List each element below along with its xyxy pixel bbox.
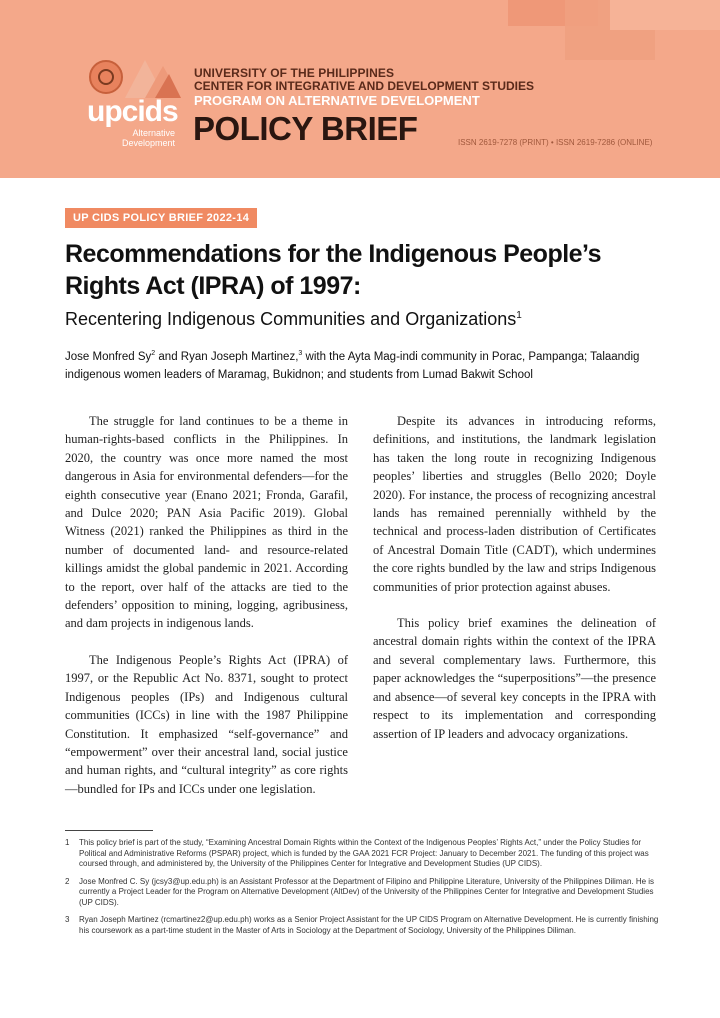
triangle-pattern-icon: [125, 60, 181, 98]
program-name: PROGRAM ON ALTERNATIVE DEVELOPMENT: [194, 93, 480, 108]
logo-subtitle: Alternative Development: [121, 128, 175, 148]
paragraph: This policy brief examines the delineation of ancestral domain rights within the context of the IPRA and several complementary laws. Furthermore, this paper acknowledges the “superpositions”—the presence and absence—of several key concepts in the IPRA with respect to its implementation and corresponding assertion of IP leaders and advocacy organizations.: [373, 616, 656, 741]
doc-type: POLICY BRIEF: [193, 110, 418, 147]
decor-square: [610, 0, 720, 30]
body-column-right: [373, 412, 656, 761]
issn: ISSN 2619-7278 (PRINT) • ISSN 2619-7286 (ONLINE): [458, 138, 653, 147]
footnote: 3 Ryan Joseph Martinez (rcmartinez2@up.edu.ph) works as a Senior Project Assistant for the UP CIDS Program on Alternative Development. He is currently finishing his coursework as a part-time student in the Master of Arts in Sociology at the Department of Sociology, University of the Philippines Diliman.: [65, 915, 659, 935]
footnote-ref: 1: [516, 310, 522, 321]
page-subtitle: Recentering Indigenous Communities and Organizations$^1$: [65, 309, 522, 329]
upcids-logo: [87, 60, 181, 152]
paragraph: The struggle for land continues to be a theme in human-rights-based conflicts in the Philippines. In 2020, the country was once more named the most dangerous in Asia for environmental defenders—for the eighth consecutive year (Enano 2021; Fronda, Garafil, and Dulce 2020; PAN Asia Pacific 2019). Global Witness (2021) ranked the Philippines as third in the number of documented land- and resource-related killings amidst the global pandemic in 2021. According to the report, over half of the attacks are tied to the defenders’ opposition to mining, logging, agribusiness, and dam projects in indigenous lands.: [65, 414, 348, 631]
series-tag: UP CIDS POLICY BRIEF 2022-14: [65, 208, 257, 228]
body-column-left: [65, 412, 348, 816]
footnote-ref: 3: [298, 350, 303, 357]
page-title: Recommendations for the Indigenous People’s Rights Act (IPRA) of 1997:: [65, 240, 601, 300]
masthead: [0, 0, 720, 178]
logo-wordmark: upcids: [87, 95, 178, 128]
university-name: UNIVERSITY OF THE PHILIPPINES: [194, 66, 395, 80]
footnotes: [65, 838, 665, 943]
author-line: Jose Monfred Sy$^2$ and Ryan Joseph Martinez,$^3$ with the Ayta Mag-indi community in Porac, Pampanga; Talaandig indigenous women leaders of Maramag, Bukidnon; and students from Lumad Bakwit School: [65, 350, 640, 381]
footnote-divider: [65, 830, 153, 831]
footnote: 2 Jose Monfred C. Sy (jcsy3@up.edu.ph) is an Assistant Professor at the Department of Filipino and Philippine Literature, University of the Philippines Diliman. He is currently a Project Leader for the Program on Alternative Development (AltDev) of the University of the Philippines Center for Integrative and Development Studies (UP CIDS).: [65, 876, 655, 907]
paragraph: The Indigenous People’s Rights Act (IPRA) of 1997, or the Republic Act No. 8371, sought to protect Indigenous peoples (IPs) and Indigenous cultural communities (ICCs) in line with the 1987 Philippine Constitution. It emphasized “self-governance” and “empowerment” over their ancestral land, social justice and human rights, and “cultural integrity” as core rights—bundled for IPs and ICCs under one legislation.: [65, 652, 348, 796]
footnote-ref: 2: [151, 350, 156, 357]
center-name: CENTER FOR INTEGRATIVE AND DEVELOPMENT STUDIES: [194, 79, 535, 93]
up-seal-icon: [89, 60, 123, 94]
paragraph: Despite its advances in introducing reforms, definitions, and institutions, the landmark legislation has taken the long route in recognizing Indigenous peoples’ liberties and struggles (Bello 2020; Doyle 2020). For instance, the process of recognizing ancestral lands has remained perennially withheld by the technical and process-laden distribution of Certificates of Ancestral Domain Title (CADT), which undermines the core rights bundled by the law and strips Indigenous communities of prior protection against abuses.: [373, 414, 656, 594]
footnote: 1 This policy brief is part of the study, “Examining Ancestral Domain Rights within the Context of the Indigenous Peoples’ Rights Act,” under the Policy Studies for Political and Administrative Reforms (PSPAR) project, which is funded by the GAA 2021 FCR Project: January to December 2021. The funding of this project was coursed through, and administered by, the University of the Philippines Center for Integrative and Development Studies (UP CIDS).: [65, 838, 649, 868]
